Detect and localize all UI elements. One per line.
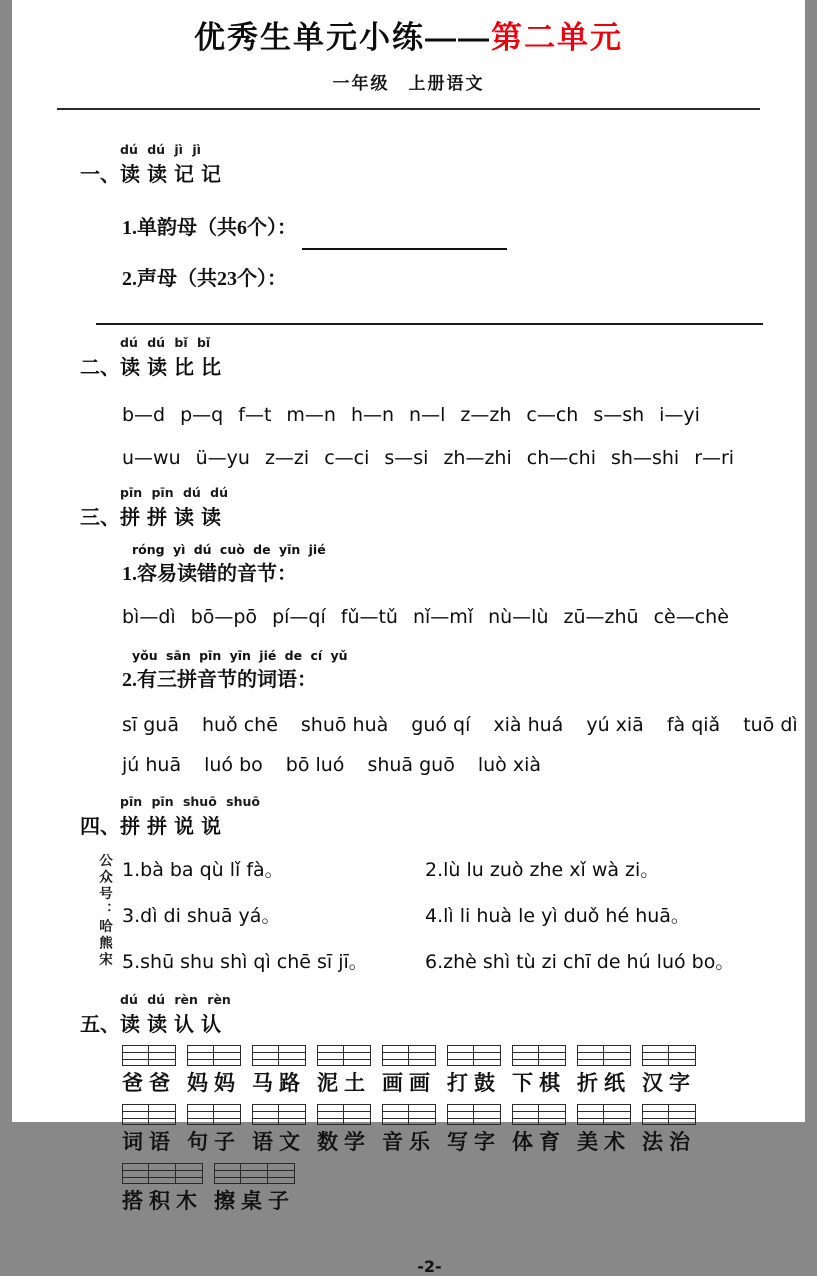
letter-pair: u—wu	[122, 447, 181, 469]
pinyin-word: luò xià	[477, 754, 541, 776]
section-3-title: 拼拼读读	[120, 507, 228, 529]
section-4-pinyin: pīn pīn shuō shuō	[120, 794, 260, 809]
letter-pair: c—ci	[324, 447, 370, 469]
section-1-header	[80, 142, 779, 187]
word-grid-row-1	[122, 1045, 779, 1097]
three-pinyin-words-label: 2.有三拼音节的词语：	[122, 669, 317, 691]
pinyin-grid-cell	[214, 1163, 241, 1184]
compare-row-2	[122, 447, 779, 469]
letter-pair: z—zi	[264, 447, 310, 469]
misread-syllables-label: 1.容易读错的音节：	[122, 563, 297, 585]
pinyin-grid-cell	[382, 1045, 409, 1066]
pinyin-writing-grid	[317, 1045, 371, 1066]
pinyin-grid-cell	[512, 1104, 539, 1125]
pinyin-writing-grid	[577, 1104, 631, 1125]
pinyin-sentence: 2.lù lu zuò zhe xǐ wà zi。	[425, 859, 660, 881]
pinyin-writing-grid	[187, 1045, 241, 1066]
three-pinyin-words-pinyin: yǒu sān pīn yīn jié de cí yǔ	[132, 648, 348, 663]
pinyin-word: xià huá	[493, 714, 564, 736]
section-5-number: 五、	[80, 1014, 120, 1036]
pinyin-grid-cell	[176, 1163, 203, 1184]
word-group	[512, 1045, 566, 1097]
pinyin-grid-cell	[317, 1104, 344, 1125]
pinyin-grid-cell	[539, 1045, 566, 1066]
word-group	[447, 1045, 501, 1097]
section-5	[80, 992, 779, 1215]
word-label: 写字	[447, 1130, 501, 1154]
pinyin-word: luó bo	[204, 754, 263, 776]
word-group	[642, 1045, 696, 1097]
section-3	[80, 485, 798, 776]
three-pinyin-words-row-2	[122, 754, 779, 776]
worksheet-page	[12, 0, 805, 1276]
pinyin-writing-grid	[642, 1045, 696, 1066]
pinyin-grid-cell	[512, 1045, 539, 1066]
pinyin-writing-grid	[382, 1045, 436, 1066]
word-label: 音乐	[382, 1130, 436, 1154]
pinyin-grid-cell	[317, 1045, 344, 1066]
pinyin-sentences	[122, 855, 779, 974]
section-5-pinyin: dú dú rèn rèn	[120, 992, 231, 1007]
pinyin-sentence: 1.bà ba qù lǐ fà。	[122, 859, 284, 881]
pinyin-writing-grid	[252, 1045, 306, 1066]
initials-question: 2.声母（共23个）：	[122, 268, 287, 290]
pinyin-grid-cell	[214, 1045, 241, 1066]
word-group	[317, 1045, 371, 1097]
pinyin-word: sī guā	[122, 714, 179, 736]
section-3-header	[80, 485, 779, 530]
section-5-title: 读读认认	[120, 1014, 228, 1036]
letter-pair: ch—chi	[526, 447, 597, 469]
word-label: 下棋	[512, 1071, 566, 1095]
word-label: 汉字	[642, 1071, 696, 1095]
word-label: 词语	[122, 1130, 176, 1154]
pinyin-writing-grid	[447, 1045, 501, 1066]
pinyin-grid-cell	[122, 1163, 149, 1184]
letter-pair: zh—zhi	[443, 447, 512, 469]
word-label: 美术	[577, 1130, 631, 1154]
header-divider	[57, 108, 760, 110]
letter-pair: s—sh	[593, 404, 645, 426]
pinyin-sentence: 3.dì di shuā yá。	[122, 905, 281, 927]
pinyin-sentence: 5.shū shu shì qì chē sī jī。	[122, 951, 368, 973]
syllable-pair: nǐ—mǐ	[412, 606, 474, 628]
word-label: 打鼓	[447, 1071, 501, 1095]
section-1	[80, 142, 779, 325]
pinyin-word: yú xiā	[586, 714, 644, 736]
word-label: 泥土	[317, 1071, 371, 1095]
word-group	[214, 1163, 295, 1215]
section-3-number: 三、	[80, 507, 120, 529]
pinyin-grid-cell	[604, 1045, 631, 1066]
word-grid-row-2	[122, 1104, 779, 1156]
watermark-text: 公众号：哈熊宋	[97, 853, 112, 969]
section-3-pinyin: pīn pīn dú dú	[120, 485, 229, 500]
syllable-pair: nù—lù	[488, 606, 549, 628]
pinyin-grid-cell	[214, 1104, 241, 1125]
pinyin-grid-cell	[409, 1045, 436, 1066]
letter-pair: ü—yu	[195, 447, 250, 469]
section-4-number: 四、	[80, 816, 120, 838]
word-group	[187, 1104, 241, 1156]
pinyin-grid-cell	[122, 1104, 149, 1125]
pinyin-grid-cell	[604, 1104, 631, 1125]
word-label: 语文	[252, 1130, 306, 1154]
syllable-pair: bì—dì	[122, 606, 176, 628]
pinyin-writing-grid	[447, 1104, 501, 1125]
vowels-question: 1.单韵母（共6个）：	[122, 217, 297, 239]
letter-pair: r—ri	[694, 447, 735, 469]
section-1-pinyin: dú dú jì jì	[120, 142, 201, 157]
word-label: 折纸	[577, 1071, 631, 1095]
pinyin-grid-cell	[252, 1104, 279, 1125]
section-4	[80, 794, 779, 974]
word-group	[447, 1104, 501, 1156]
word-group	[382, 1104, 436, 1156]
pinyin-grid-cell	[268, 1163, 295, 1184]
pinyin-grid-cell	[539, 1104, 566, 1125]
pinyin-grid-cell	[577, 1104, 604, 1125]
pinyin-grid-cell	[344, 1045, 371, 1066]
pinyin-writing-grid	[642, 1104, 696, 1125]
pinyin-grid-cell	[279, 1045, 306, 1066]
pinyin-word: shuā guō	[367, 754, 455, 776]
pinyin-grid-cell	[642, 1104, 669, 1125]
pinyin-writing-grid	[122, 1104, 176, 1125]
syllable-pair: fǔ—tǔ	[340, 606, 398, 628]
compare-row-1	[122, 404, 779, 426]
word-group	[317, 1104, 371, 1156]
section-2-header	[80, 335, 779, 380]
word-group	[187, 1045, 241, 1097]
misread-syllables-row	[122, 606, 779, 628]
pinyin-grid-cell	[149, 1104, 176, 1125]
section-2-title: 读读比比	[120, 357, 228, 379]
pinyin-grid-cell	[577, 1045, 604, 1066]
three-pinyin-words-item	[80, 648, 779, 692]
pinyin-grid-cell	[187, 1104, 214, 1125]
pinyin-word: shuō huà	[300, 714, 389, 736]
page-title-red: 第二单元	[491, 20, 623, 55]
answer-blank-vowels	[302, 248, 507, 250]
letter-pair: p—q	[180, 404, 224, 426]
section-5-header	[80, 992, 779, 1037]
word-label: 擦桌子	[214, 1189, 295, 1213]
word-group	[252, 1045, 306, 1097]
letter-pair: b—d	[122, 404, 166, 426]
pinyin-writing-grid	[512, 1045, 566, 1066]
page-number: -2-	[417, 1257, 442, 1276]
pinyin-grid-cell	[344, 1104, 371, 1125]
pinyin-word: jú huā	[122, 754, 182, 776]
pinyin-word: huǒ chē	[201, 714, 278, 736]
pinyin-sentence: 4.lì li huà le yì duǒ hé huā。	[425, 905, 690, 927]
worksheet-content	[80, 142, 798, 1276]
pinyin-grid-cell	[447, 1104, 474, 1125]
pinyin-grid-cell	[187, 1045, 214, 1066]
pinyin-grid-cell	[252, 1045, 279, 1066]
pinyin-grid-cell	[474, 1104, 501, 1125]
word-group	[512, 1104, 566, 1156]
letter-pair: c—ch	[526, 404, 579, 426]
word-label: 法治	[642, 1130, 696, 1154]
word-label: 爸爸	[122, 1071, 176, 1095]
pinyin-writing-grid	[122, 1163, 203, 1184]
section-1-number: 一、	[80, 164, 120, 186]
word-label: 体育	[512, 1130, 566, 1154]
misread-syllables-item	[80, 542, 779, 586]
pinyin-word: bō luó	[285, 754, 345, 776]
word-grid-row-3	[122, 1163, 779, 1215]
pinyin-grid-cell	[279, 1104, 306, 1125]
word-label: 搭积木	[122, 1189, 203, 1213]
section-4-title: 拼拼说说	[120, 816, 228, 838]
letter-pair: f—t	[238, 404, 272, 426]
syllable-pair: zū—zhū	[563, 606, 639, 628]
pinyin-writing-grid	[577, 1045, 631, 1066]
pinyin-grid-cell	[409, 1104, 436, 1125]
pinyin-writing-grid	[512, 1104, 566, 1125]
pinyin-grid-cell	[382, 1104, 409, 1125]
pinyin-grid-cell	[149, 1045, 176, 1066]
pinyin-writing-grid	[214, 1163, 295, 1184]
syllable-pair: cè—chè	[653, 606, 729, 628]
section-2	[80, 335, 779, 469]
pinyin-word: tuō dì	[743, 714, 798, 736]
word-group	[382, 1045, 436, 1097]
page-title-black: 优秀生单元小练——	[194, 20, 491, 55]
pinyin-grid-cell	[669, 1104, 696, 1125]
word-group	[122, 1104, 176, 1156]
section-2-number: 二、	[80, 357, 120, 379]
word-label: 画画	[382, 1071, 436, 1095]
pinyin-grid-cell	[642, 1045, 669, 1066]
letter-pair: s—si	[384, 447, 429, 469]
word-group	[122, 1163, 203, 1215]
three-pinyin-words-row-1	[122, 714, 798, 736]
letter-pair: i—yi	[659, 404, 700, 426]
letter-pair: z—zh	[460, 404, 512, 426]
syllable-pair: bō—pō	[190, 606, 258, 628]
letter-pair: m—n	[286, 404, 336, 426]
pinyin-grid-cell	[149, 1163, 176, 1184]
pinyin-grid-cell	[241, 1163, 268, 1184]
answer-blank-initials	[96, 323, 763, 325]
pinyin-word: guó qí	[411, 714, 471, 736]
word-group	[252, 1104, 306, 1156]
word-label: 马路	[252, 1071, 306, 1095]
section-1-title: 读读记记	[120, 164, 228, 186]
word-label: 妈妈	[187, 1071, 241, 1095]
pinyin-grid-cell	[122, 1045, 149, 1066]
word-group	[577, 1045, 631, 1097]
letter-pair: n—l	[409, 404, 446, 426]
page-subtitle: 一年级 上册语文	[332, 74, 485, 93]
pinyin-grid-cell	[474, 1045, 501, 1066]
pinyin-grid-cell	[669, 1045, 696, 1066]
syllable-pair: pí—qí	[272, 606, 326, 628]
letter-pair: sh—shi	[611, 447, 680, 469]
misread-syllables-pinyin: róng yì dú cuò de yīn jié	[132, 542, 326, 557]
word-group	[642, 1104, 696, 1156]
letter-pair: h—n	[350, 404, 395, 426]
pinyin-sentence: 6.zhè shì tù zi chī de hú luó bo。	[425, 951, 735, 973]
pinyin-writing-grid	[187, 1104, 241, 1125]
word-group	[577, 1104, 631, 1156]
pinyin-grid-cell	[447, 1045, 474, 1066]
section-2-pinyin: dú dú bǐ bǐ	[120, 335, 211, 350]
word-group	[122, 1045, 176, 1097]
page-title	[12, 0, 805, 57]
section-4-header	[80, 794, 779, 839]
pinyin-word: fà qiǎ	[666, 714, 721, 736]
pinyin-writing-grid	[382, 1104, 436, 1125]
pinyin-writing-grid	[252, 1104, 306, 1125]
pinyin-writing-grid	[122, 1045, 176, 1066]
word-label: 句子	[187, 1130, 241, 1154]
word-label: 数学	[317, 1130, 371, 1154]
pinyin-writing-grid	[317, 1104, 371, 1125]
